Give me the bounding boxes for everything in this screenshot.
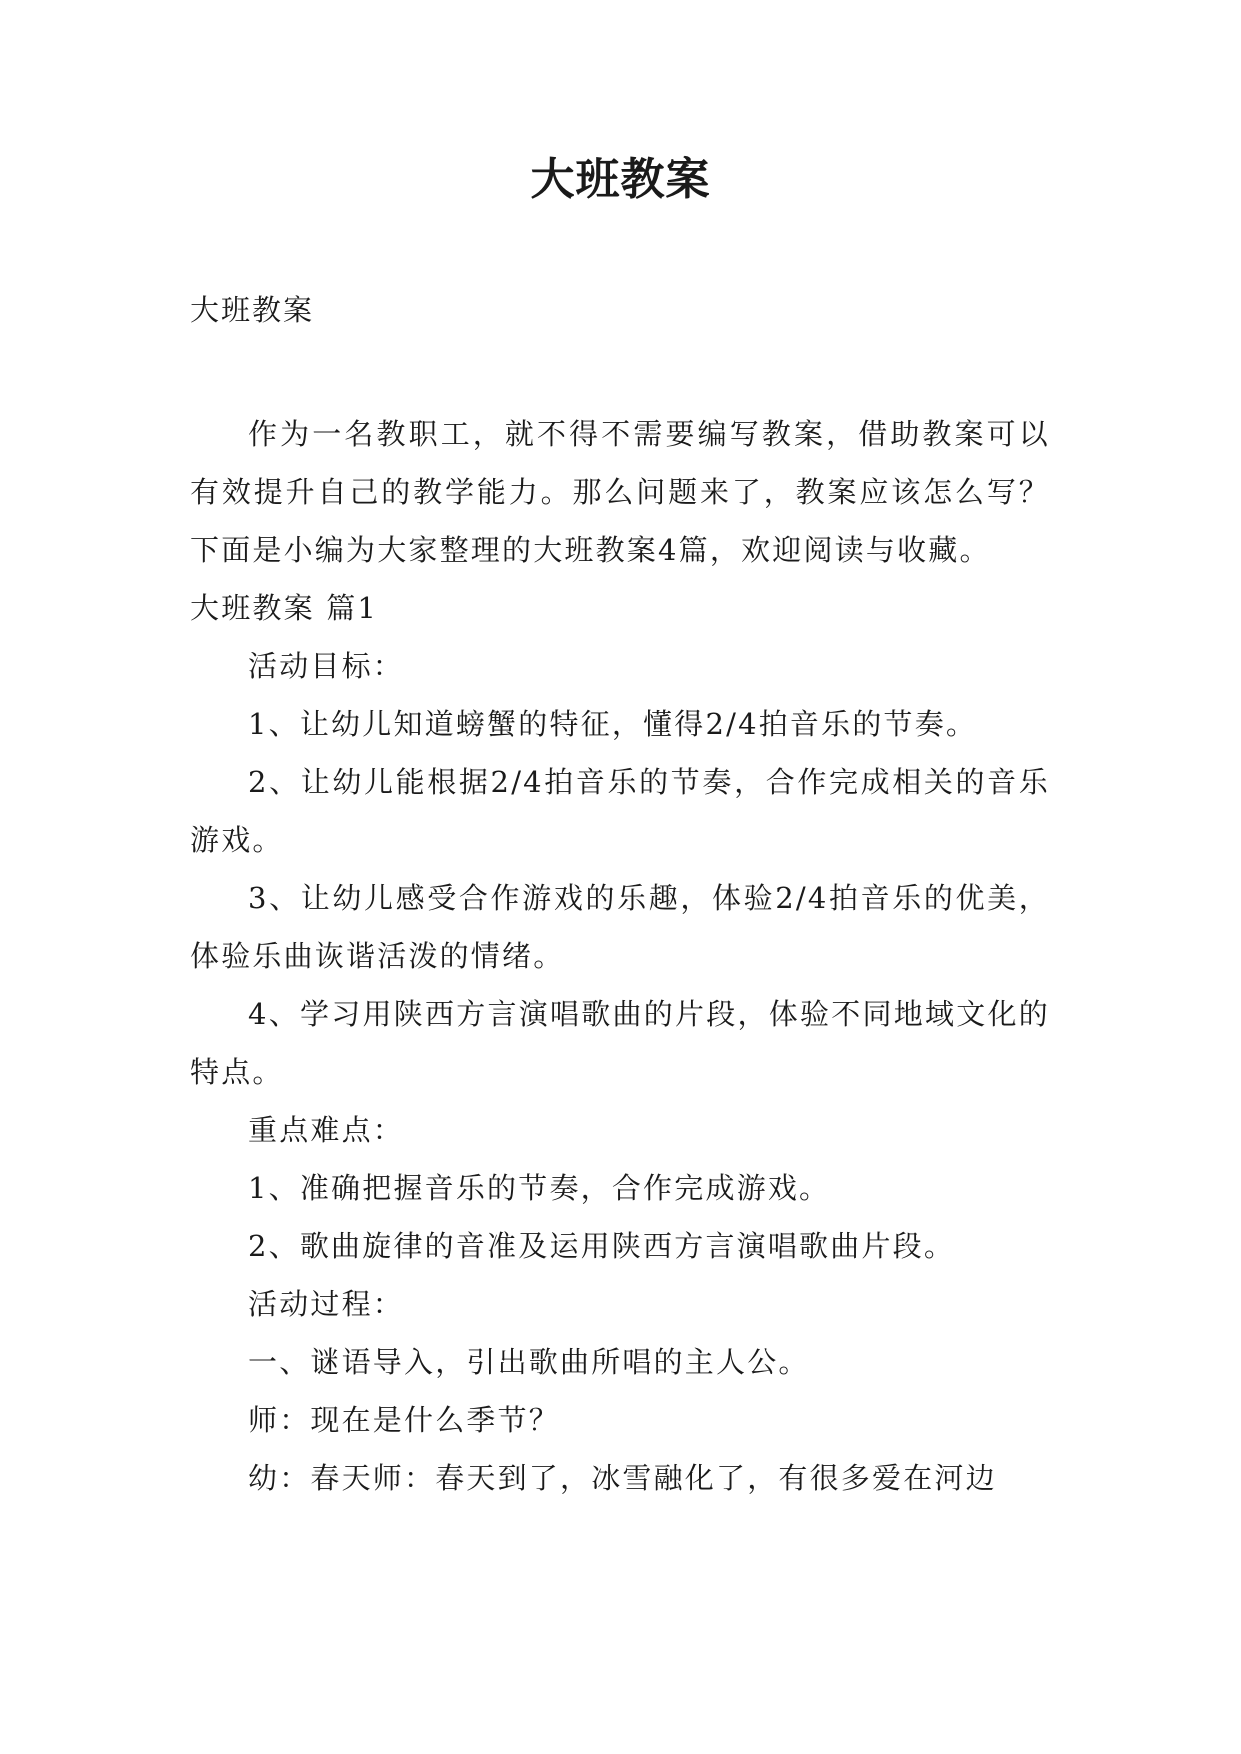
body-paragraph: 活动过程：	[248, 1287, 405, 1321]
body-paragraph: 活动目标：	[248, 649, 405, 683]
body-paragraph: 一、谜语导入，引出歌曲所唱的主人公。	[248, 1345, 810, 1379]
body-paragraph: 3、让幼儿感受合作游戏的乐趣，体验2/4拍音乐的优美，体验乐曲诙谐活泼的情绪。	[190, 881, 1050, 973]
body-paragraph: 2、歌曲旋律的音准及运用陕西方言演唱歌曲片段。	[248, 1229, 956, 1263]
document-subtitle: 大班教案	[190, 293, 315, 327]
body-paragraph: 师：现在是什么季节？	[248, 1403, 561, 1437]
intro-paragraph: 作为一名教职工，就不得不需要编写教案，借助教案可以有效提升自己的教学能力。那么问题来了，教案应该怎么写？下面是小编为大家整理的大班教案4篇，欢迎阅读与收藏。	[190, 417, 1050, 567]
body-paragraph: 1、让幼儿知道螃蟹的特征，懂得2/4拍音乐的节奏。	[248, 707, 978, 741]
body-paragraph: 4、学习用陕西方言演唱歌曲的片段，体验不同地域文化的特点。	[190, 997, 1050, 1089]
section-heading: 大班教案 篇1	[190, 591, 379, 625]
document-title: 大班教案	[530, 154, 711, 205]
body-paragraph: 重点难点：	[248, 1113, 405, 1147]
document-body	[190, 405, 1050, 1507]
body-paragraph: 1、准确把握音乐的节奏，合作完成游戏。	[248, 1171, 831, 1205]
body-paragraph: 2、让幼儿能根据2/4拍音乐的节奏，合作完成相关的音乐游戏。	[190, 765, 1050, 857]
body-paragraph: 幼：春天师：春天到了，冰雪融化了，有很多爱在河边	[248, 1461, 997, 1495]
